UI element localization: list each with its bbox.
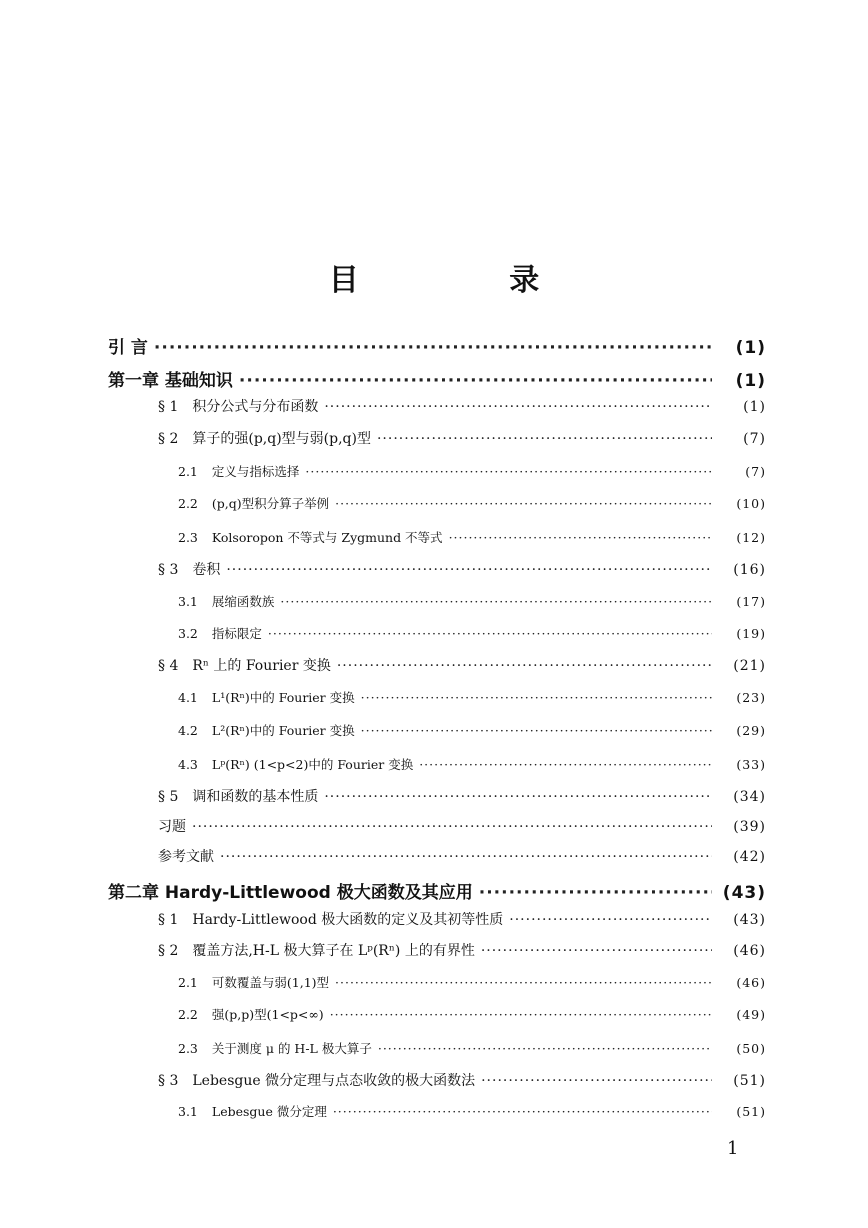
- toc-entry-number: § 1: [158, 912, 179, 928]
- toc-leader-dots: [377, 431, 712, 447]
- toc-leader-dots: [239, 371, 712, 391]
- toc-entry-label: [178, 755, 413, 773]
- toc-entry: [158, 940, 766, 960]
- toc-leader-dots: [220, 849, 712, 865]
- toc-entry-number: 3.1: [178, 594, 198, 609]
- toc-entry-number: § 3: [158, 562, 179, 578]
- toc-entry-label: [158, 655, 331, 675]
- toc-entry-page: (19): [736, 626, 766, 641]
- toc-entry: [178, 688, 766, 706]
- toc-entry-label: [178, 462, 299, 480]
- toc-entry-page: (10): [736, 496, 766, 511]
- toc-entry-page: (7): [743, 431, 766, 447]
- toc-entry-number: § 4: [158, 658, 179, 674]
- toc-entry-text: Kolsoropon 不等式与 Zygmund 不等式: [211, 530, 443, 545]
- toc-entry-label: [178, 688, 355, 706]
- toc-entry-text: 参考文献: [158, 849, 214, 865]
- toc-entry-page: (12): [736, 530, 766, 545]
- toc-entry-text: 积分公式与分布函数: [192, 399, 319, 415]
- toc-entry: [108, 366, 766, 391]
- toc-entry-label: [178, 494, 329, 512]
- toc-entry: [178, 1039, 766, 1057]
- toc-entry-text: Hardy-Littlewood 极大函数的定义及其初等性质: [192, 912, 504, 928]
- toc-entry-text: 卷积: [192, 562, 221, 578]
- toc-entry: [178, 592, 766, 610]
- toc-entry-number: § 2: [158, 431, 179, 447]
- toc-entry-number: 2.3: [178, 1041, 198, 1056]
- toc-entry: [178, 973, 766, 991]
- toc-leader-dots: [479, 883, 712, 903]
- toc-entry-label: [158, 1070, 475, 1090]
- toc-entry: [178, 624, 766, 642]
- toc-entry-page: (51): [733, 1073, 766, 1089]
- toc-entry: [178, 1102, 766, 1120]
- toc-entry-text: 第二章 Hardy-Littlewood 极大函数及其应用: [108, 883, 473, 903]
- toc-entry-number: 4.2: [178, 723, 198, 738]
- toc-entry-text: L²(Rⁿ)中的 Fourier 变换: [211, 723, 355, 738]
- toc-leader-dots: [378, 1041, 712, 1056]
- toc-entry: [158, 428, 766, 448]
- toc-entry-page: (49): [736, 1007, 766, 1022]
- toc-leader-dots: [333, 1104, 712, 1119]
- toc-entry-text: 引 言: [108, 338, 148, 358]
- toc-leader-dots: [419, 757, 712, 772]
- toc-entry: [108, 333, 766, 358]
- toc-entry-page: (50): [736, 1041, 766, 1056]
- toc-entry-number: 3.1: [178, 1104, 198, 1119]
- toc-entry: [158, 846, 766, 866]
- toc-leader-dots: [324, 399, 712, 415]
- toc-entry-text: 可数覆盖与弱(1,1)型: [211, 975, 330, 990]
- toc-entry-number: 4.1: [178, 690, 198, 705]
- toc-leader-dots: [226, 562, 712, 578]
- toc-entry: [108, 878, 766, 903]
- toc-leader-dots: [305, 464, 712, 479]
- toc-entry-page: (39): [733, 819, 766, 835]
- toc-entry-label: [158, 816, 186, 836]
- toc-entry-text: 第一章 基础知识: [108, 371, 233, 391]
- toc-entry-text: 强(p,p)型(1<p<∞): [211, 1007, 324, 1022]
- toc-entry-number: 2.1: [178, 975, 198, 990]
- toc-leader-dots: [481, 943, 712, 959]
- toc-entry: [178, 462, 766, 480]
- toc-entry-label: [178, 1005, 324, 1023]
- toc-entry: [178, 528, 766, 546]
- toc-entry-text: 关于测度 μ 的 H-L 极大算子: [211, 1041, 372, 1056]
- toc-leader-dots: [361, 690, 712, 705]
- toc-entry-text: 展缩函数族: [211, 594, 275, 609]
- toc-entry-page: (42): [733, 849, 766, 865]
- toc-entry-label: [178, 592, 274, 610]
- toc-entry-number: § 2: [158, 943, 179, 959]
- toc-entry-text: Lebesgue 微分定理: [211, 1104, 327, 1119]
- toc-entry-label: [158, 940, 475, 960]
- toc-entry-page: (51): [736, 1104, 766, 1119]
- toc-leader-dots: [481, 1073, 712, 1089]
- toc-entry-page: (1): [743, 399, 766, 415]
- toc-leader-dots: [268, 626, 712, 641]
- toc-entry-page: (43): [733, 912, 766, 928]
- toc-entry-page: (1): [735, 371, 766, 391]
- toc-entry-number: 4.3: [178, 757, 198, 772]
- toc-entry-label: [158, 428, 371, 448]
- toc-leader-dots: [335, 975, 712, 990]
- page-title: 目 录: [328, 263, 610, 298]
- toc-entry-label: [158, 396, 318, 416]
- toc-entry-label: [178, 1102, 327, 1120]
- toc-leader-dots: [361, 723, 712, 738]
- toc-leader-dots: [509, 912, 712, 928]
- toc-entry-text: 算子的强(p,q)型与弱(p,q)型: [192, 431, 371, 447]
- toc-entry-text: L¹(Rⁿ)中的 Fourier 变换: [211, 690, 355, 705]
- toc-entry: [158, 1070, 766, 1090]
- toc-entry-text: (p,q)型积分算子举例: [211, 496, 330, 511]
- toc-leader-dots: [335, 496, 712, 511]
- toc-entry: [158, 909, 766, 929]
- toc-entry-label: [178, 973, 329, 991]
- toc-entry-label: [158, 559, 220, 579]
- toc-entry-text: 调和函数的基本性质: [192, 789, 319, 805]
- toc-entry-label: [178, 528, 443, 546]
- toc-entry-text: 覆盖方法,H-L 极大算子在 Lᵖ(Rⁿ) 上的有界性: [192, 943, 475, 959]
- toc-entry-label: [178, 721, 355, 739]
- toc-entry-page: (17): [736, 594, 766, 609]
- toc-entry-number: 2.2: [178, 1007, 198, 1022]
- toc-entry: [158, 559, 766, 579]
- toc-entry-label: [108, 366, 233, 391]
- toc-entry-number: 2.2: [178, 496, 198, 511]
- toc-entry-page: (46): [736, 975, 766, 990]
- toc-entry: [178, 1005, 766, 1023]
- toc-entry: [178, 755, 766, 773]
- toc-entry-number: 2.3: [178, 530, 198, 545]
- toc-entry-label: [158, 846, 214, 866]
- toc-entry: [158, 655, 766, 675]
- toc-entry-text: Lᵖ(Rⁿ) (1<p<2)中的 Fourier 变换: [211, 757, 414, 772]
- toc-leader-dots: [337, 658, 712, 674]
- toc-entry-number: 3.2: [178, 626, 198, 641]
- toc-entry-label: [108, 878, 473, 903]
- toc-entry-text: Lebesgue 微分定理与点态收敛的极大函数法: [192, 1073, 476, 1089]
- toc-entry: [158, 816, 766, 836]
- toc-entry-text: 定义与指标选择: [211, 464, 300, 479]
- toc-entry-page: (46): [733, 943, 766, 959]
- toc-entry-page: (34): [733, 789, 766, 805]
- toc-entry-number: 2.1: [178, 464, 198, 479]
- toc-entry-text: 习题: [158, 819, 186, 835]
- toc-entry-page: (33): [736, 757, 766, 772]
- toc-entry-label: [178, 624, 262, 642]
- toc-entry-page: (7): [745, 464, 766, 479]
- toc-entry: [158, 786, 766, 806]
- toc-leader-dots: [324, 789, 712, 805]
- toc-entry-number: § 1: [158, 399, 179, 415]
- toc-entry-page: (29): [736, 723, 766, 738]
- toc-entry-page: (1): [735, 338, 766, 358]
- toc-entry-number: § 5: [158, 789, 179, 805]
- toc-entry-label: [108, 333, 148, 358]
- toc-entry: [178, 494, 766, 512]
- toc-entry-label: [158, 786, 318, 806]
- toc-entry-text: Rⁿ 上的 Fourier 变换: [192, 658, 331, 674]
- toc-entry-page: (23): [736, 690, 766, 705]
- toc-leader-dots: [330, 1007, 712, 1022]
- toc-leader-dots: [449, 530, 712, 545]
- toc-leader-dots: [280, 594, 712, 609]
- toc-entry-number: § 3: [158, 1073, 179, 1089]
- toc-entry-text: 指标限定: [211, 626, 262, 641]
- toc-entry-label: [158, 909, 503, 929]
- toc-entry-page: (21): [733, 658, 766, 674]
- toc-entry-label: [178, 1039, 372, 1057]
- toc-entry-page: (16): [733, 562, 766, 578]
- page-number: 1: [727, 1138, 739, 1159]
- toc-leader-dots: [154, 338, 712, 358]
- toc-entry: [178, 721, 766, 739]
- toc-entry: [158, 396, 766, 416]
- toc-leader-dots: [192, 819, 712, 835]
- toc-entry-page: (43): [722, 883, 766, 903]
